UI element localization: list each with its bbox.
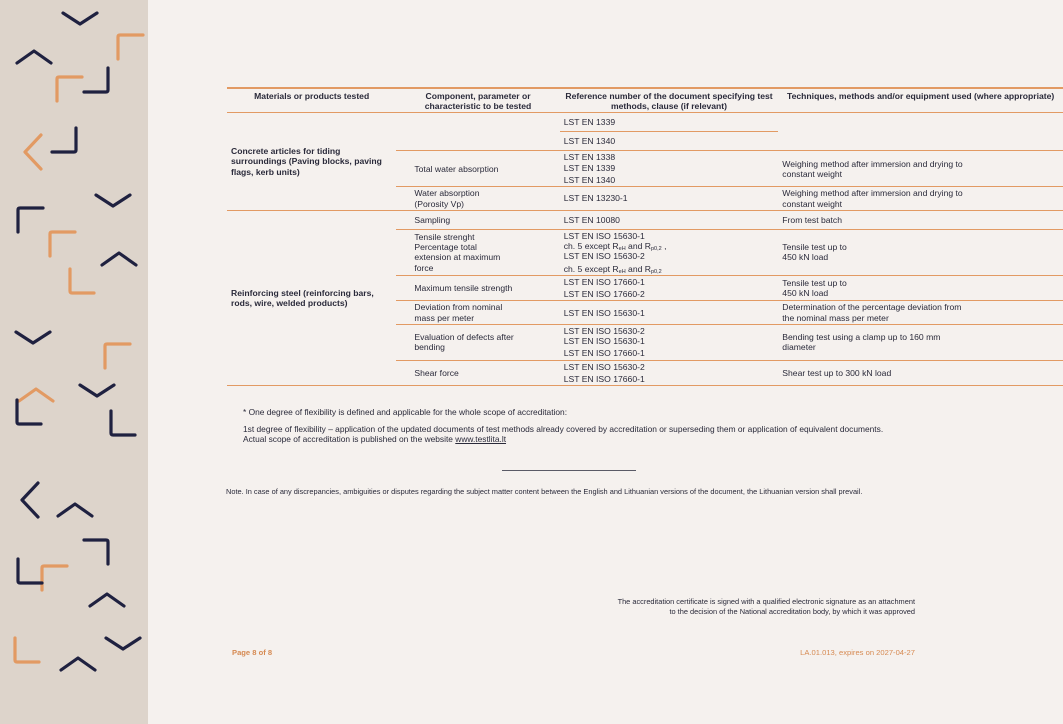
- chevron-shape: [106, 638, 140, 649]
- technique-line: 450 kN load: [782, 252, 829, 263]
- reference-item: LST EN ISO 15630-2: [563, 361, 645, 372]
- language-note: Note. In case of any discrepancies, ambiguities or disputes regarding the subject matter content between the English and Lithuanian versions of the document, the Lithuanian version shall prevail.: [226, 487, 863, 496]
- signature-line: The accreditation certificate is signed with a qualified electronic signature as an attachment: [617, 597, 915, 606]
- technique-cell: [778, 229, 1063, 275]
- clause-subscript: p0,2: [651, 246, 662, 252]
- technique-line: Bending test using a clamp up to 160 mm: [782, 332, 941, 343]
- chevron-shape: [105, 344, 130, 368]
- reference-cell: [560, 151, 779, 187]
- material-concrete: Concrete articles for tiding surroundings (Paving blocks, paving flags, kerb units): [227, 113, 396, 210]
- technique-cell: [778, 187, 1063, 210]
- website-link[interactable]: www.testlita.lt: [455, 434, 507, 444]
- component-cell: [396, 113, 559, 151]
- reference-cell: LST EN 10080: [560, 210, 779, 229]
- header-reference: Reference number of the document specifying test methods, clause (if relevant): [560, 88, 779, 113]
- clause-subscript: p0,2: [651, 268, 662, 275]
- technique-line: constant weight: [782, 198, 843, 209]
- technique-cell: [778, 275, 1063, 301]
- chevron-shape: [96, 195, 130, 206]
- technique-line: Weighing method after immersion and drying to: [782, 158, 963, 169]
- chevron-shape: [50, 232, 75, 256]
- table-row: [227, 113, 1063, 132]
- reference-cell: [560, 324, 779, 360]
- chevron-shape: [18, 559, 42, 583]
- flexibility-definition: 1st degree of flexibility – application of the updated documents of test methods already covered by accreditation or superseding them or application of equivalent documents.: [243, 423, 884, 434]
- technique-line: Tensile test up to: [782, 242, 847, 253]
- technique-cell: [778, 324, 1063, 360]
- chevron-shape: [58, 504, 92, 516]
- component-line: mass per meter: [414, 312, 475, 323]
- technique-line: Weighing method after immersion and drying to: [782, 188, 963, 199]
- chevron-shape: [102, 253, 136, 265]
- component-cell: Sampling: [396, 210, 559, 229]
- header-component: Component, parameter or characteristic to be tested: [396, 88, 559, 113]
- reference-cell: LST EN ISO 15630-1: [560, 301, 779, 324]
- chevron-shape: [17, 400, 41, 424]
- decorative-sidebar: [0, 0, 148, 724]
- reference-cell: [560, 229, 779, 275]
- component-line: Tensile strenght: [414, 231, 475, 242]
- reference-item: LST EN ISO 15630-1: [563, 230, 645, 241]
- reference-item: LST EN ISO 15630-2: [563, 325, 645, 336]
- component-cell: [396, 187, 559, 210]
- chevron-shape: [42, 566, 67, 590]
- signature-note: [618, 597, 915, 616]
- chevron-shape: [80, 385, 114, 396]
- certificate-expiry: LA.01.013, expires on 2027-04-27: [800, 648, 915, 657]
- website-note: [243, 434, 943, 445]
- table-row: [227, 210, 1063, 229]
- chevron-shape: [16, 332, 50, 343]
- component-cell: [396, 229, 559, 275]
- header-techniques: Techniques, methods and/or equipment used (where appropriate): [778, 88, 1063, 113]
- reference-item: LST EN 1339: [563, 162, 616, 173]
- technique-cell: [778, 301, 1063, 324]
- separator-line: [502, 470, 636, 471]
- technique-cell: [778, 151, 1063, 187]
- decorative-chevrons: [15, 13, 143, 670]
- component-line: force: [414, 262, 434, 273]
- chevron-shape: [63, 13, 97, 24]
- technique-line: 450 kN load: [782, 288, 829, 299]
- component-line: Evaluation of defects after: [414, 332, 514, 343]
- chevron-shape: [17, 51, 51, 63]
- material-reinforcing-steel: Reinforcing steel (reinforcing bars, rods, wire, welded products): [227, 210, 396, 386]
- component-line: bending: [414, 342, 445, 353]
- reference-item: LST EN 1338: [563, 152, 616, 163]
- clause-subscript: eH: [618, 268, 626, 275]
- document-page: [148, 0, 1055, 724]
- reference-cell: LST EN 1339: [560, 113, 779, 132]
- chevron-shape: [57, 77, 82, 101]
- reference-cell: LST EN 13230-1: [560, 187, 779, 210]
- technique-cell: From test batch: [778, 210, 1063, 229]
- component-cell: Maximum tensile strength: [396, 275, 559, 301]
- signature-line: to the decision of the National accreditation body, by which it was approved: [669, 606, 915, 616]
- chevron-shape: [25, 135, 41, 169]
- flexibility-intro: * One degree of flexibility is defined and applicable for the whole scope of accreditation:: [243, 407, 568, 417]
- reference-clause: [564, 241, 775, 251]
- website-text: Actual scope of accreditation is published on the website: [243, 434, 456, 444]
- reference-item: LST EN ISO 17660-1: [563, 374, 645, 385]
- chevron-shape: [84, 68, 108, 92]
- reference-cell: LST EN 1340: [560, 132, 779, 151]
- accreditation-scope-table: [227, 87, 1063, 386]
- component-line: Water absorption: [414, 188, 480, 199]
- reference-item: LST EN ISO 15630-1: [563, 336, 645, 347]
- chevron-shape: [19, 389, 53, 401]
- chevron-shape: [18, 208, 43, 232]
- component-line: (Porosity Vp): [414, 198, 465, 209]
- technique-line: Tensile test up to: [782, 277, 847, 288]
- chevron-shape: [22, 483, 38, 517]
- flexibility-notes: [243, 407, 943, 445]
- header-materials: Materials or products tested: [227, 88, 396, 113]
- component-cell: Shear force: [396, 360, 559, 386]
- component-cell: [396, 301, 559, 324]
- chevron-shape: [52, 128, 76, 152]
- chevron-shape: [84, 540, 108, 564]
- component-cell: Total water absorption: [396, 151, 559, 187]
- reference-item: LST EN ISO 17660-1: [563, 276, 645, 287]
- clause-text: ch. 5 except R: [563, 241, 619, 251]
- clause-text: ch. 5 except R: [563, 263, 619, 274]
- technique-line: constant weight: [782, 168, 843, 179]
- component-cell: [396, 324, 559, 360]
- chevron-shape: [90, 594, 124, 606]
- clause-subscript: eH: [618, 246, 626, 252]
- chevron-pattern-icon: [0, 0, 148, 724]
- component-line: Deviation from nominal: [414, 302, 503, 313]
- chevron-shape: [118, 35, 143, 59]
- technique-line: the nominal mass per meter: [782, 312, 889, 323]
- clause-text: ,: [661, 241, 667, 251]
- technique-line: Determination of the percentage deviation from: [782, 302, 962, 313]
- page-number: Page 8 of 8: [232, 648, 273, 657]
- technique-cell: Shear test up to 300 kN load: [778, 360, 1063, 386]
- chevron-shape: [70, 269, 94, 293]
- reference-item: LST EN 1340: [563, 175, 616, 185]
- clause-text: and R: [625, 263, 651, 274]
- reference-cell: [560, 275, 779, 301]
- technique-cell: [778, 113, 1063, 151]
- component-line: Percentage total: [414, 242, 477, 253]
- table-header-row: [227, 88, 1063, 113]
- chevron-shape: [111, 411, 135, 435]
- technique-line: diameter: [782, 342, 816, 353]
- reference-cell: [560, 360, 779, 386]
- reference-item: LST EN ISO 15630-2: [563, 251, 645, 262]
- chevron-shape: [61, 658, 95, 670]
- reference-item: LST EN ISO 17660-1: [563, 348, 645, 359]
- reference-clause: [564, 264, 775, 274]
- reference-item: LST EN ISO 17660-2: [563, 289, 645, 300]
- chevron-shape: [15, 638, 39, 662]
- clause-text: and R: [625, 241, 651, 251]
- component-line: extension at maximum: [414, 252, 501, 263]
